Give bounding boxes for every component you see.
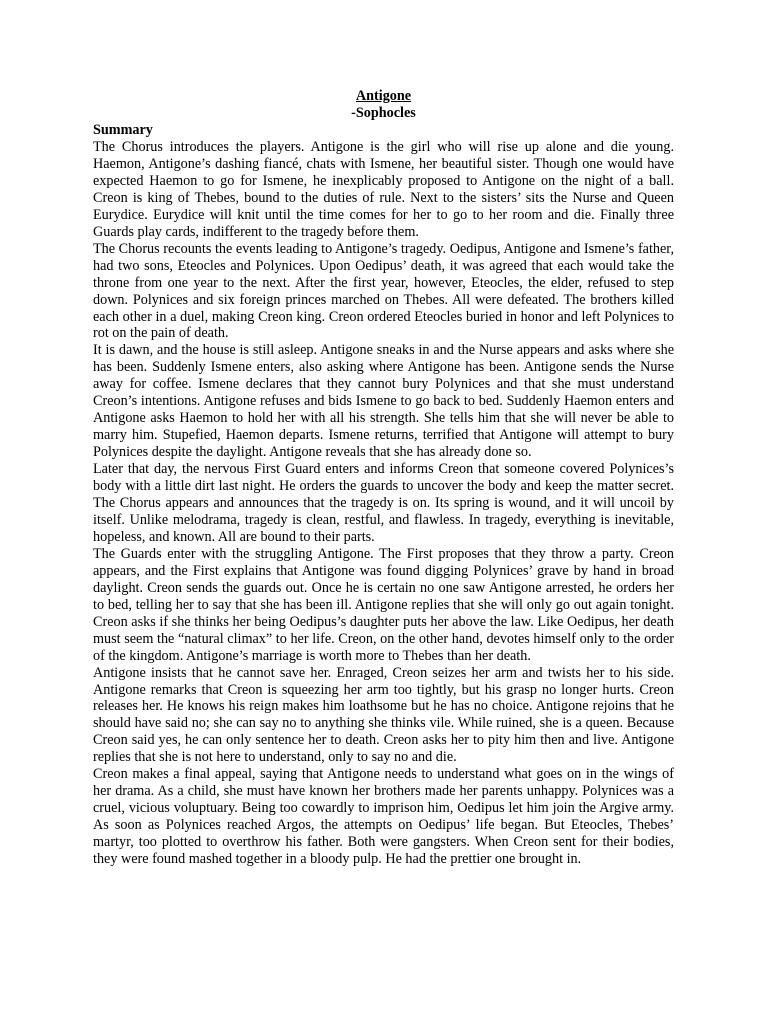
document-author: -Sophocles	[351, 105, 416, 121]
paragraph: The Chorus recounts the events leading to Antigone’s tragedy. Oedipus, Antigone and Ismene’s father, had two sons, Eteocles and Polynices. Upon Oedipus’ death, it was agreed that each would take the throne from one year to the next. After the first year, however, Eteocles, the elder, refused to step down. Polynices and six foreign princes marched on Thebes. All were defeated. The brothers killed each other in a duel, making Creon king. Creon ordered Eteocles buried in honor and left Polynices to rot on the pain of death.	[93, 240, 674, 342]
paragraph: Later that day, the nervous First Guard enters and informs Creon that someone covered Polynices’s body with a little dirt last night. He orders the guards to uncover the body and keep the matter secret. The Chorus appears and announces that the tragedy is on. Its spring is wound, and it will uncoil by itself. Unlike melodrama, tragedy is clean, restful, and flawless. In tragedy, everything is inevitable, hopeless, and known. All are bound to their parts.	[93, 461, 674, 545]
paragraph: Creon makes a final appeal, saying that Antigone needs to understand what goes on in the wings of her drama. As a child, she must have known her brothers made her parents unhappy. Polynices was a cruel, vicious voluptuary. Being too cowardly to imprison him, Oedipus let him join the Argive army. As soon as Polynices reached Argos, the attempts on Oedipus’ life began. But Eteocles, Thebes’ martyr, too plotted to overthrow his father. Both were gangsters. When Creon sent for their bodies, they were found mashed together in a bloody pulp. He had the prettier one brought in.	[93, 766, 674, 868]
document-page	[93, 88, 674, 868]
paragraph: It is dawn, and the house is still asleep. Antigone sneaks in and the Nurse appears and asks where she has been. Suddenly Ismene enters, also asking where Antigone has been. Antigone sends the Nurse away for coffee. Ismene declares that they cannot bury Polynices and that she must understand Creon’s intentions. Antigone refuses and bids Ismene to go back to bed. Suddenly Haemon enters and Antigone asks Haemon to hold her with all his strength. She tells him that she will never be able to marry him. Stupefied, Haemon departs. Ismene returns, terrified that Antigone will attempt to bury Polynices despite the daylight. Antigone reveals that she has already done so.	[93, 342, 674, 461]
paragraph: The Chorus introduces the players. Antigone is the girl who will rise up alone and die young. Haemon, Antigone’s dashing fiancé, chats with Ismene, her beautiful sister. Though one would have expected Haemon to go for Ismene, he inexplicably proposed to Antigone on the night of a ball. Creon is king of Thebes, bound to the duties of rule. Next to the sisters’ sits the Nurse and Queen Eurydice. Eurydice will knit until the time comes for her to go to her room and die. Finally three Guards play cards, indifferent to the tragedy before them.	[93, 139, 674, 240]
document-title: Antigone	[355, 88, 412, 104]
paragraph: The Guards enter with the struggling Antigone. The First proposes that they throw a party. Creon appears, and the First explains that Antigone was found digging Polynices’ grave by hand in broad daylight. Creon sends the guards out. Once he is certain no one saw Antigone arrested, he orders her to bed, telling her to say that she has been ill. Antigone replies that she will only go out again tonight. Creon asks if she thinks her being Oedipus’s daughter puts her above the law. Like Oedipus, her death must seem the “natural climax” to her life. Creon, on the other hand, devotes himself only to the order of the kingdom. Antigone’s marriage is worth more to Thebes than her death.	[93, 545, 674, 664]
section-heading: Summary	[93, 122, 153, 138]
paragraph: Antigone insists that he cannot save her. Enraged, Creon seizes her arm and twists her to his side. Antigone remarks that Creon is squeezing her arm too tightly, but his grasp no longer hurts. Creon releases her. He knows his reign makes him loathsome but he has no choice. Antigone rejoins that he should have said no; she can say no to anything she thinks vile. While ruined, she is a queen. Because Creon said yes, he can only sentence her to death. Creon asks her to pity him then and live. Antigone replies that she is not here to understand, only to say no and die.	[93, 664, 674, 766]
